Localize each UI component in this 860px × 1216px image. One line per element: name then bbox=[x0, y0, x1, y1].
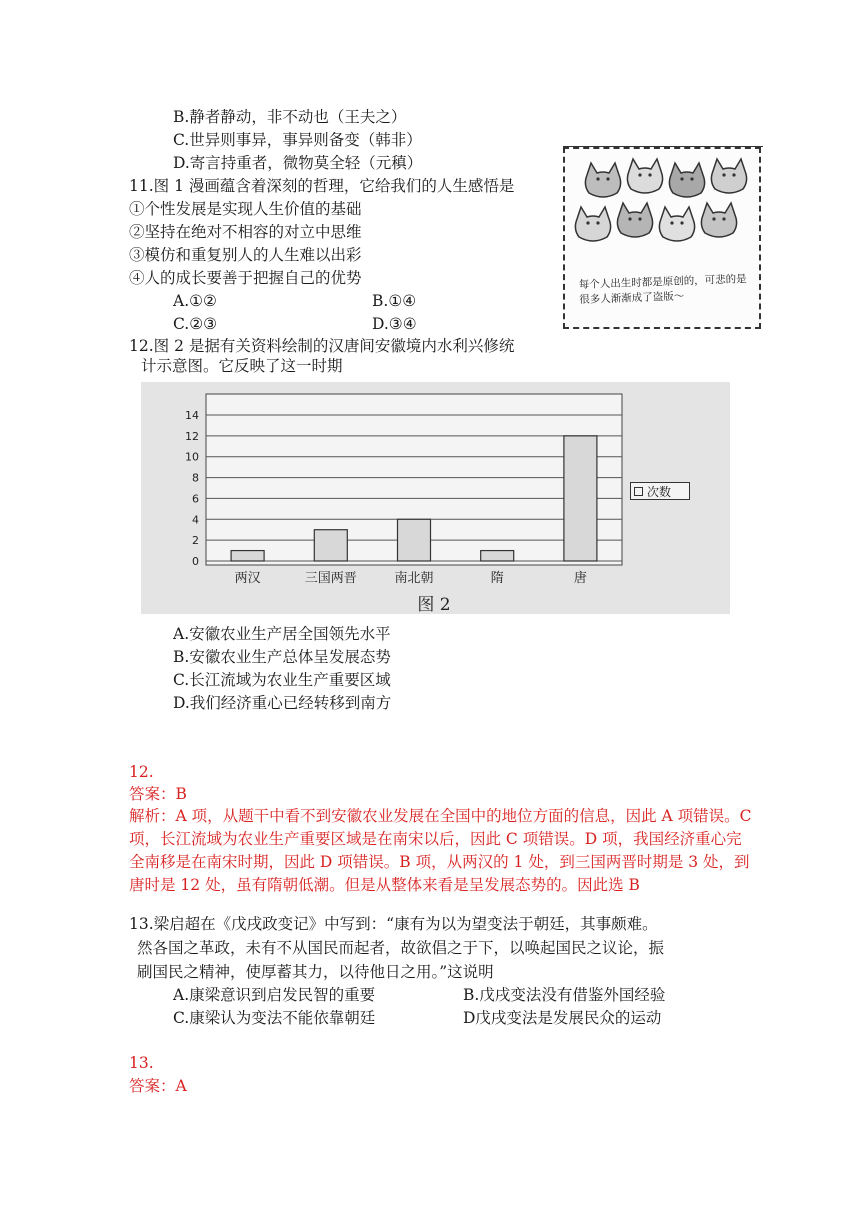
q13-stem-line-3: 刷国民之精神，使厚蓄其力，以待他日之用。”这说明 bbox=[137, 963, 494, 981]
chart-legend bbox=[630, 482, 690, 500]
a12-analysis-line-3: 全南移是在南宋时期，因此 D 项错误。B 项，从两汉的 1 处，到三国两晋时期是 3 处，到 bbox=[129, 853, 750, 871]
q10-option-d: D.寄言持重者，微物莫全轻（元稹） bbox=[173, 154, 423, 172]
q13-option-d: D戊戌变法是发展民众的运动 bbox=[463, 1009, 662, 1027]
y-tick-label: 12 bbox=[185, 429, 199, 443]
q11-option-c: C.②③ bbox=[173, 315, 218, 333]
q12-stem-line-1: 12.图 2 是据有关资料绘制的汉唐间安徽境内水利兴修统 bbox=[129, 337, 515, 355]
q13-option-a: A.康梁意识到启发民智的重要 bbox=[173, 986, 376, 1004]
q10-option-b: B.静者静动，非不动也（王夫之） bbox=[173, 108, 407, 126]
y-tick-label: 14 bbox=[185, 409, 199, 422]
cartoon-cats-illustration bbox=[565, 149, 759, 269]
y-tick-label: 10 bbox=[185, 450, 199, 464]
a12-answer: 答案：B bbox=[129, 785, 187, 803]
q11-item-1: ①个性发展是实现人生价值的基础 bbox=[129, 200, 362, 218]
a12-number: 12. bbox=[129, 763, 154, 781]
q11-stem: 11.图 1 漫画蕴含着深刻的哲理，它给我们的人生感悟是 bbox=[129, 177, 515, 195]
figure-1-cartoon bbox=[563, 147, 761, 329]
y-tick-label: 4 bbox=[192, 513, 199, 527]
q12-option-b: B.安徽农业生产总体呈发展态势 bbox=[173, 648, 391, 666]
legend-swatch bbox=[634, 487, 643, 496]
q11-option-d: D.③④ bbox=[372, 315, 417, 333]
legend-label: 次数 bbox=[647, 485, 672, 499]
y-tick-label: 2 bbox=[192, 534, 199, 548]
q11-item-4: ④人的成长要善于把握自己的优势 bbox=[129, 269, 362, 287]
x-tick-label: 隋 bbox=[490, 571, 504, 586]
y-tick-label: 6 bbox=[192, 492, 199, 506]
a12-analysis-line-4: 唐时是 12 处，虽有隋朝低潮。但是从整体来看是呈发展态势的。因此选 B bbox=[129, 876, 640, 894]
a12-analysis-line-2: 项，长江流域为农业生产重要区域是在南宋以后，因此 C 项错误。D 项，我国经济重心完 bbox=[129, 830, 742, 848]
q11-option-a: A.①② bbox=[173, 292, 217, 310]
q12-stem-line-2: 计示意图。它反映了这一时期 bbox=[141, 357, 343, 375]
q11-item-3: ③模仿和重复别人的人生难以出彩 bbox=[129, 246, 362, 264]
chart-title: 图 2 bbox=[417, 595, 451, 615]
q10-option-c: C.世异则事异，事异则备变（韩非） bbox=[173, 131, 422, 149]
q12-option-c: C.长江流域为农业生产重要区域 bbox=[173, 671, 391, 689]
a13-answer: 答案：A bbox=[129, 1077, 187, 1095]
q11-option-b: B.①④ bbox=[372, 292, 417, 310]
q12-option-d: D.我们经济重心已经转移到南方 bbox=[173, 694, 392, 712]
q12-option-a: A.安徽农业生产居全国领先水平 bbox=[173, 625, 391, 643]
x-tick-label: 三国两晋 bbox=[304, 571, 357, 586]
a13-number: 13. bbox=[129, 1054, 154, 1072]
y-tick-label: 8 bbox=[192, 471, 199, 485]
q13-stem-line-2: 然各国之革政，未有不从国民而起者，故欲倡之于下，以唤起国民之议论，振 bbox=[137, 939, 665, 957]
q11-item-2: ②坚持在绝对不相容的对立中思维 bbox=[129, 223, 362, 241]
q13-option-b: B.戊戌变法没有借鉴外国经验 bbox=[463, 986, 666, 1004]
y-tick-label: 0 bbox=[192, 555, 199, 568]
cartoon-caption: 每个人出生时都是原创的，可悲的是很多人渐渐成了盗版～ bbox=[578, 273, 747, 307]
a12-analysis-line-1: 解析：A 项，从题干中看不到安徽农业发展在全国中的地位方面的信息，因此 A 项错误。C bbox=[129, 807, 752, 825]
x-tick-label: 唐 bbox=[573, 571, 587, 586]
q13-stem-line-1: 13.梁启超在《戊戌政变记》中写到：“康有为以为望变法于朝廷，其事颇难。 bbox=[129, 915, 658, 933]
x-tick-label: 南北朝 bbox=[394, 571, 434, 586]
x-tick-label: 两汉 bbox=[234, 571, 261, 586]
q13-option-c: C.康梁认为变法不能依靠朝廷 bbox=[173, 1009, 376, 1027]
